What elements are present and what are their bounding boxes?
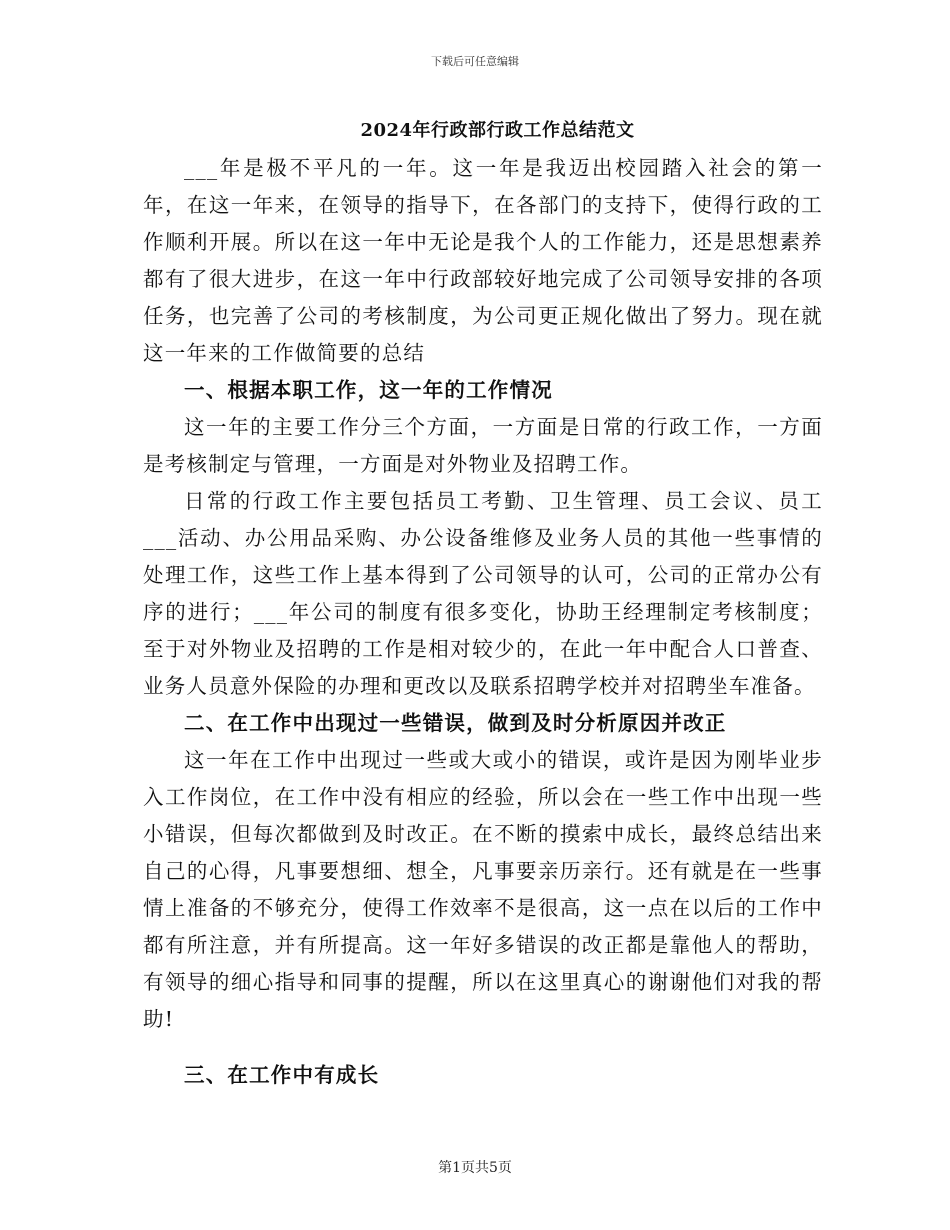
document-body: [143, 150, 823, 1094]
document-title: 2024年行政部行政工作总结范文: [360, 120, 635, 141]
section-1-paragraph-2: 日常的行政工作主要包括员工考勤、卫生管理、员工会议、员工___活动、办公用品采购、办公设备维修及业务人员的其他一些事情的处理工作，这些工作上基本得到了公司领导的认可，公司的正常办公有序的进行；___年公司的制度有很多变化，协助王经理制定考核制度；至于对外物业及招聘的工作是相对较少的，在此一年中配合人口普查、业务人员意外保险的办理和更改以及联系招聘学校并对招聘坐车准备。: [143, 489, 823, 698]
section-2-paragraph-1: 这一年在工作中出现过一些或大或小的错误，或许是因为刚毕业步入工作岗位，在工作中没有相应的经验，所以会在一些工作中出现一些小错误，但每次都做到及时改正。在不断的摸索中成长，最终总结出来自己的心得，凡事要想细、想全，凡事要亲历亲行。还有就是在一些事情上准备的不够充分，使得工作效率不是很高，这一点在以后的工作中都有所注意，并有所提高。这一年好多错误的改正都是靠他人的帮助，有领导的细心指导和同事的提醒，所以在这里真心的谢谢他们对我的帮助!: [143, 748, 823, 1031]
header-note: 下载后可任意编辑: [431, 55, 519, 68]
section-1-paragraph-1: 这一年的主要工作分三个方面，一方面是日常的行政工作，一方面是考核制定与管理，一方面是对外物业及招聘工作。: [143, 415, 823, 476]
section-2-heading: 二、在工作中出现过一些错误，做到及时分析原因并改正: [184, 711, 727, 735]
section-3-heading: 三、在工作中有成长: [184, 1063, 380, 1087]
page-indicator: 第1页共5页: [438, 1160, 512, 1176]
intro-paragraph: ___年是极不平凡的一年。这一年是我迈出校园踏入社会的第一年，在这一年来，在领导的指导下，在各部门的支持下，使得行政的工作顺利开展。所以在这一年中无论是我个人的工作能力，还是思想素养都有了很大进步，在这一年中行政部较好地完成了公司领导安排的各项任务，也完善了公司的考核制度，为公司更正规化做出了努力。现在就这一年来的工作做简要的总结: [143, 156, 823, 365]
section-1-heading: 一、根据本职工作，这一年的工作情况: [184, 378, 553, 402]
